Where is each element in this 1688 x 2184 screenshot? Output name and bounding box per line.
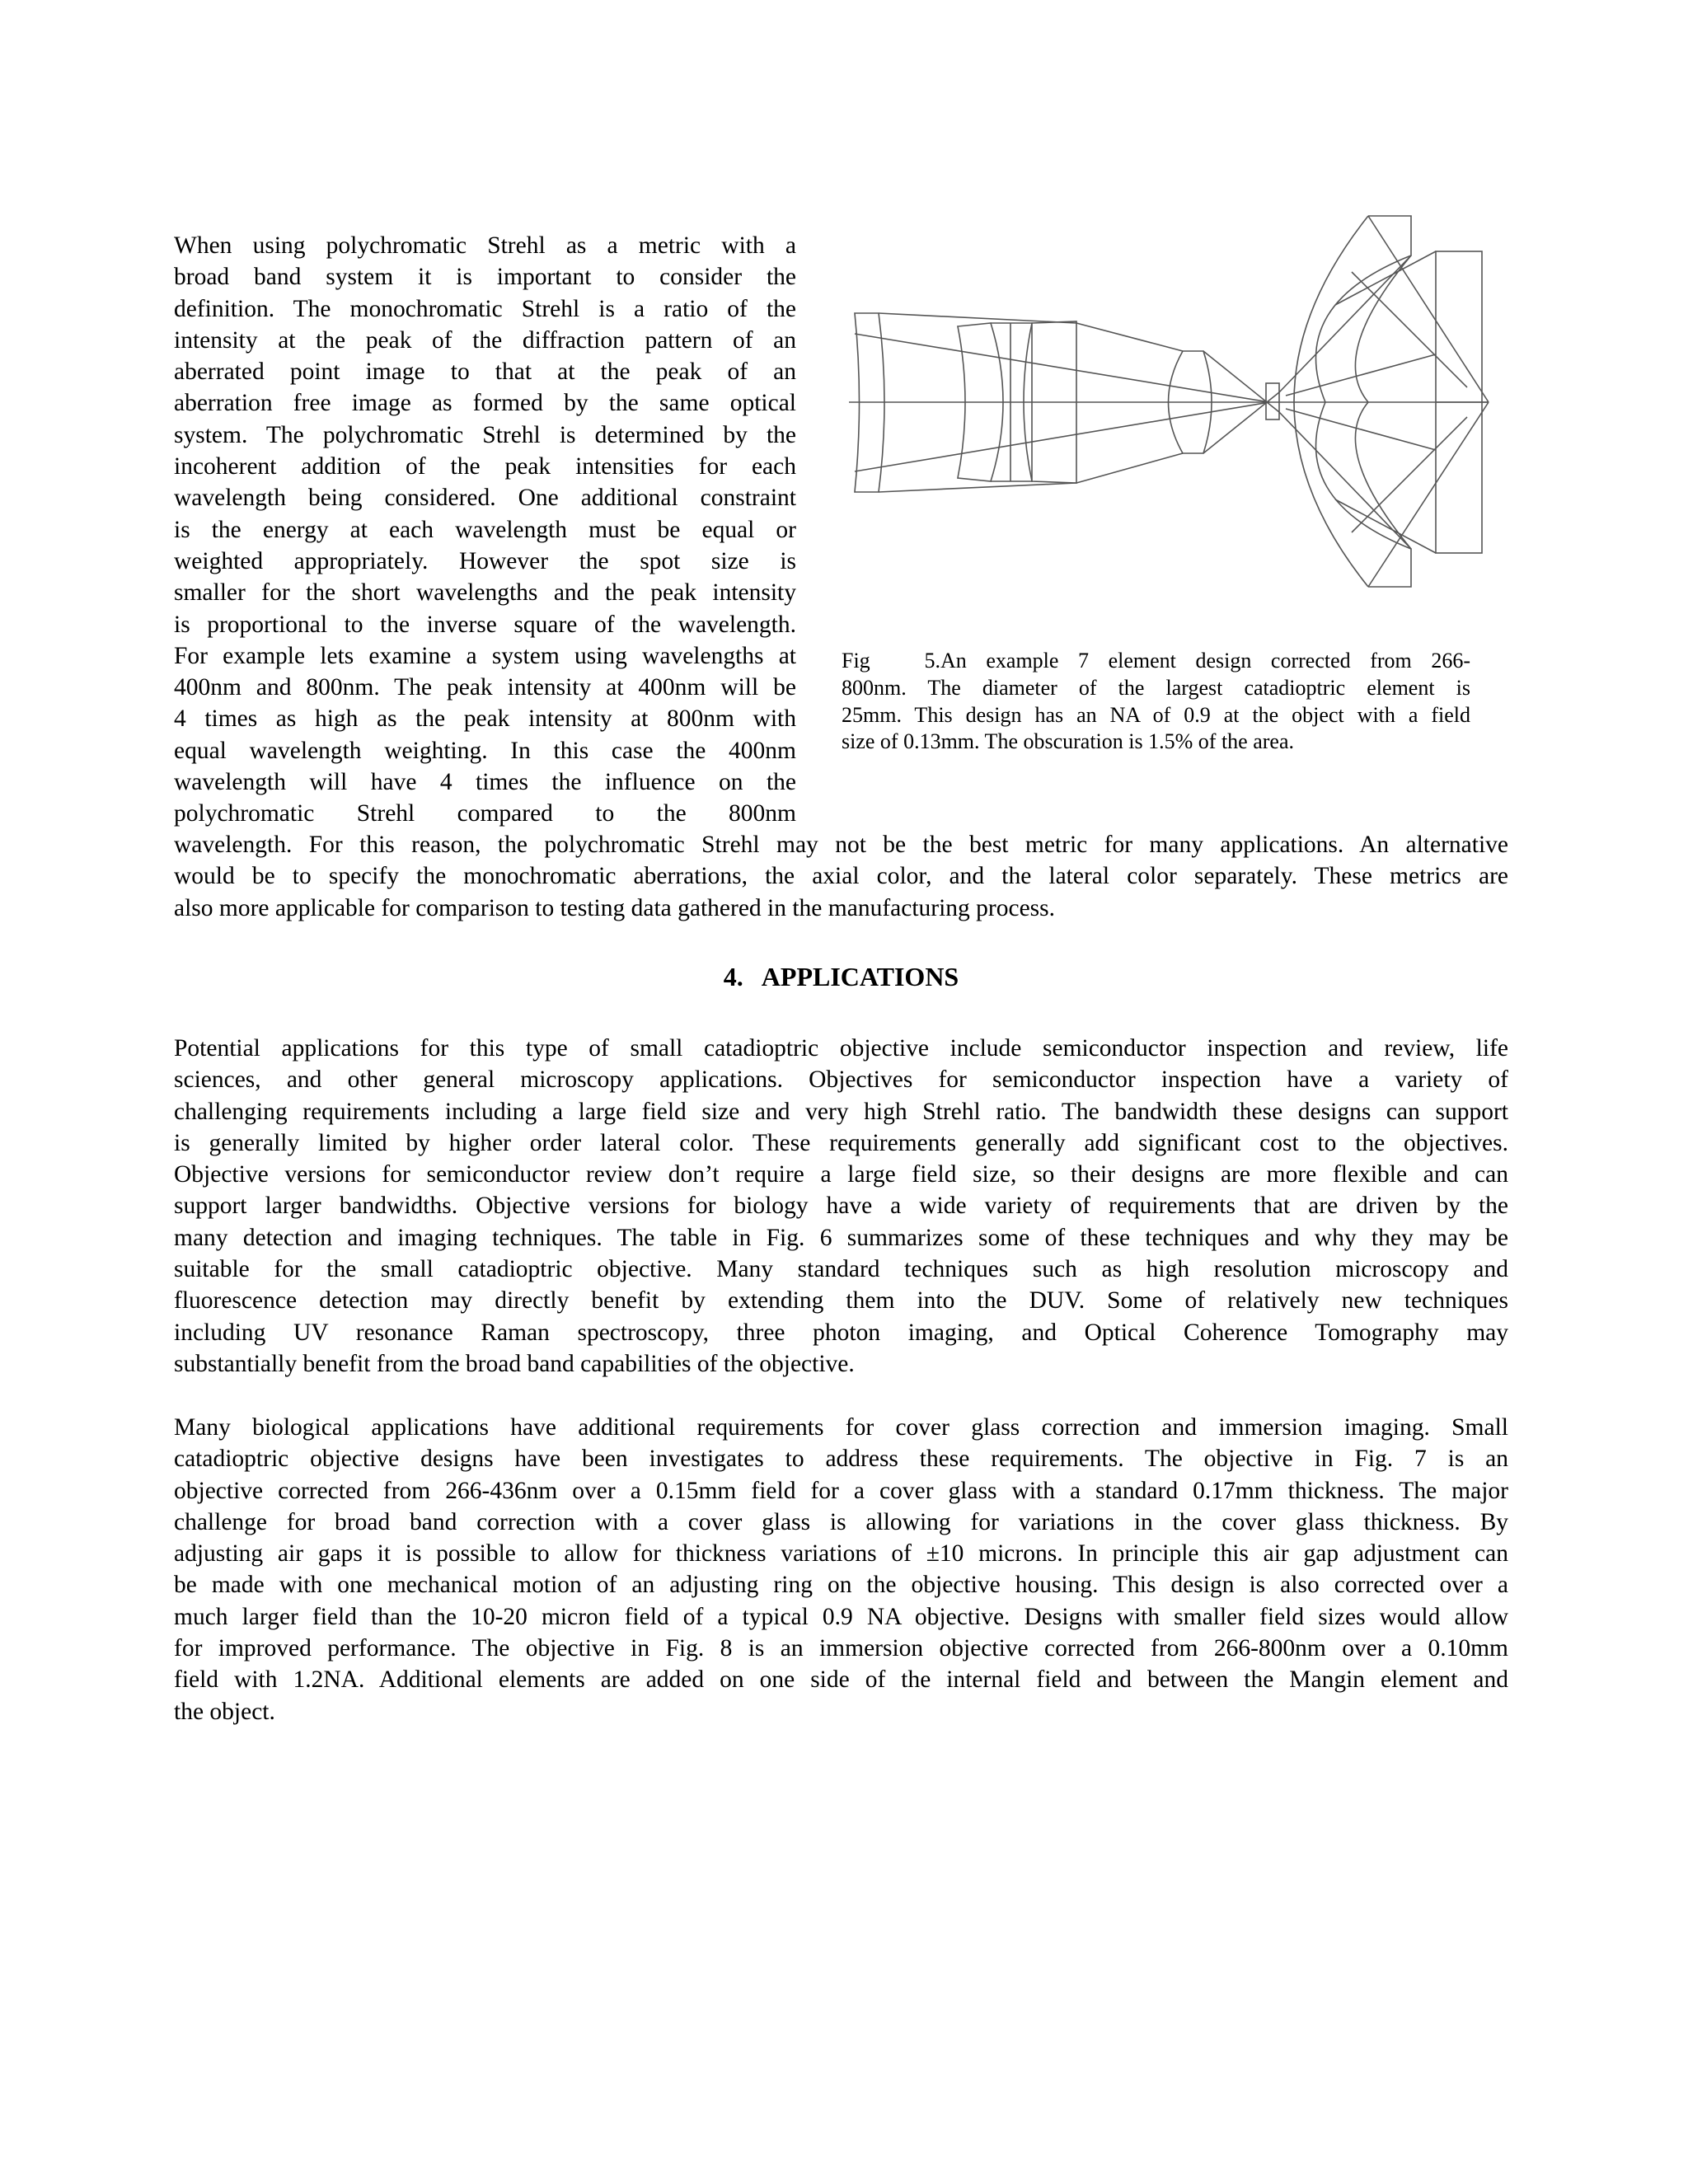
text-line: equal wavelength weighting. In this case the 400nm	[174, 737, 796, 764]
text-line: fluorescence detection may directly benefit by extending them into the DUV. Some of relatively new techniques	[174, 1287, 1508, 1315]
text-line: incoherent addition of the peak intensities for each	[174, 453, 796, 480]
text-line: substantially benefit from the broad band capabilities of the objective.	[174, 1350, 855, 1377]
text-line: For example lets examine a system using wavelengths at	[174, 642, 796, 669]
text-line: 400nm and 800nm. The peak intensity at 400nm will be	[174, 674, 796, 701]
caption-line: 800nm. The diameter of the largest catadioptric element is	[842, 675, 1470, 700]
text-line: would be to specify the monochromatic aberrations, the axial color, and the lateral color separately. These metrics are	[174, 863, 1508, 890]
text-line: support larger bandwidths. Objective versions for biology have a wide variety of requirements that are driven by the	[174, 1193, 1508, 1220]
text-line: for improved performance. The objective in Fig. 8 is an immersion objective corrected from 266-800nm over a 0.10mm	[174, 1635, 1508, 1662]
text-line: much larger field than the 10-20 micron field of a typical 0.9 NA objective. Designs with smaller field sizes would allow	[174, 1603, 1508, 1630]
strehl-continuation	[174, 829, 1508, 924]
ray	[1352, 417, 1467, 532]
text-line: aberrated point image to that at the peak of an	[174, 359, 796, 386]
text-line: smaller for the short wavelengths and the peak intensity	[174, 579, 796, 607]
text-line: many detection and imaging techniques. The table in Fig. 6 summarizes some of these techniques and why they may be	[174, 1224, 1508, 1251]
section-number: 4.	[723, 962, 743, 991]
caption-line: 25mm. This design has an NA of 0.9 at the object with a field	[842, 702, 1470, 727]
text-line: field with 1.2NA. Additional elements are added on one side of the internal field and between the Mangin element and	[174, 1666, 1508, 1694]
text-line: Potential applications for this type of small catadioptric objective include semiconductor inspection and review, life	[174, 1035, 1508, 1062]
ray	[1203, 351, 1279, 412]
text-line: wavelength being considered. One additional constraint	[174, 485, 796, 512]
text-line: weighted appropriately. However the spot size is	[174, 547, 796, 574]
text-line: system. The polychromatic Strehl is determined by the	[174, 421, 796, 448]
figure-label: Fig 5.	[842, 649, 940, 673]
ray	[1203, 392, 1279, 453]
ray	[1352, 272, 1467, 387]
figure-caption	[842, 648, 1470, 756]
text-line: suitable for the small catadioptric objective. Many standard techniques such as high resolution microscopy and	[174, 1256, 1508, 1283]
ray	[1076, 323, 1183, 351]
ray	[855, 334, 1269, 402]
ray	[879, 483, 1076, 492]
biology-paragraph	[174, 1412, 1508, 1727]
lens-layout-figure	[841, 210, 1500, 598]
text-line: Objective versions for semiconductor review don’t require a large field size, so their designs are more flexible and can	[174, 1161, 1508, 1188]
text-line: is the energy at each wavelength must be equal or	[174, 516, 796, 543]
caption-line	[842, 648, 1470, 675]
text-line: wavelength will have 4 times the influence on the	[174, 769, 796, 796]
text-line: adjusting air gaps it is possible to allow for thickness variations of ±10 microns. In principle this air gap adjustment can	[174, 1540, 1508, 1568]
text-line: challenging requirements including a large field size and very high Strehl ratio. The bandwidth these designs can support	[174, 1098, 1508, 1125]
ray	[879, 313, 1076, 323]
section-heading	[174, 960, 1508, 993]
ray	[1279, 412, 1411, 549]
text-line: challenge for broad band correction with a cover glass is allowing for variations in the cover glass thickness. By	[174, 1508, 1508, 1535]
text-line: 4 times as high as the peak intensity at 800nm with	[174, 705, 796, 733]
text-line: is proportional to the inverse square of the wavelength.	[174, 611, 796, 638]
ray	[1368, 216, 1489, 402]
text-line: aberration free image as formed by the same optical	[174, 390, 796, 417]
text-line: When using polychromatic Strehl as a metric with a	[174, 232, 796, 259]
text-line: including UV resonance Raman spectroscopy, three photon imaging, and Optical Coherence Tomography may	[174, 1319, 1508, 1346]
ray	[1368, 402, 1489, 587]
text-line: objective corrected from 266-436nm over a 0.15mm field for a cover glass with a standard 0.17mm thickness. The major	[174, 1477, 1508, 1504]
text-line: is generally limited by higher order lateral color. These requirements generally add significant cost to the objectives.	[174, 1129, 1508, 1156]
strehl-paragraph	[174, 230, 796, 830]
text-line: catadioptric objective designs have been investigates to address these requirements. The objective in Fig. 7 is an	[174, 1446, 1508, 1473]
text-line: be made with one mechanical motion of an adjusting ring on the objective housing. This design is also corrected over a	[174, 1572, 1508, 1599]
caption-text: An example 7 element design corrected from 266-	[940, 649, 1470, 673]
text-line: sciences, and other general microscopy applications. Objectives for semiconductor inspection have a variety of	[174, 1066, 1508, 1094]
section-title: APPLICATIONS	[761, 962, 959, 991]
ray	[1279, 255, 1411, 392]
text-line: wavelength. For this reason, the polychromatic Strehl may not be the best metric for many applications. An alternative	[174, 832, 1508, 858]
text-line: intensity at the peak of the diffraction pattern of an	[174, 326, 796, 354]
text-line: also more applicable for comparison to testing data gathered in the manufacturing process.	[174, 894, 1056, 921]
ray	[855, 402, 1269, 471]
caption-line: size of 0.13mm. The obscuration is 1.5% of the area.	[842, 729, 1294, 754]
text-line: definition. The monochromatic Strehl is a ratio of the	[174, 295, 796, 322]
ray	[1076, 453, 1183, 483]
applications-paragraph	[174, 1033, 1508, 1380]
text-line: polychromatic Strehl compared to the 800nm	[174, 800, 796, 827]
text-line: the object.	[174, 1698, 275, 1725]
catadioptric-element	[1294, 216, 1368, 587]
ray	[1335, 499, 1436, 553]
text-line: Many biological applications have additional requirements for cover glass correction and immersion imaging. Small	[174, 1414, 1508, 1441]
text-line: broad band system it is important to consider the	[174, 264, 796, 291]
